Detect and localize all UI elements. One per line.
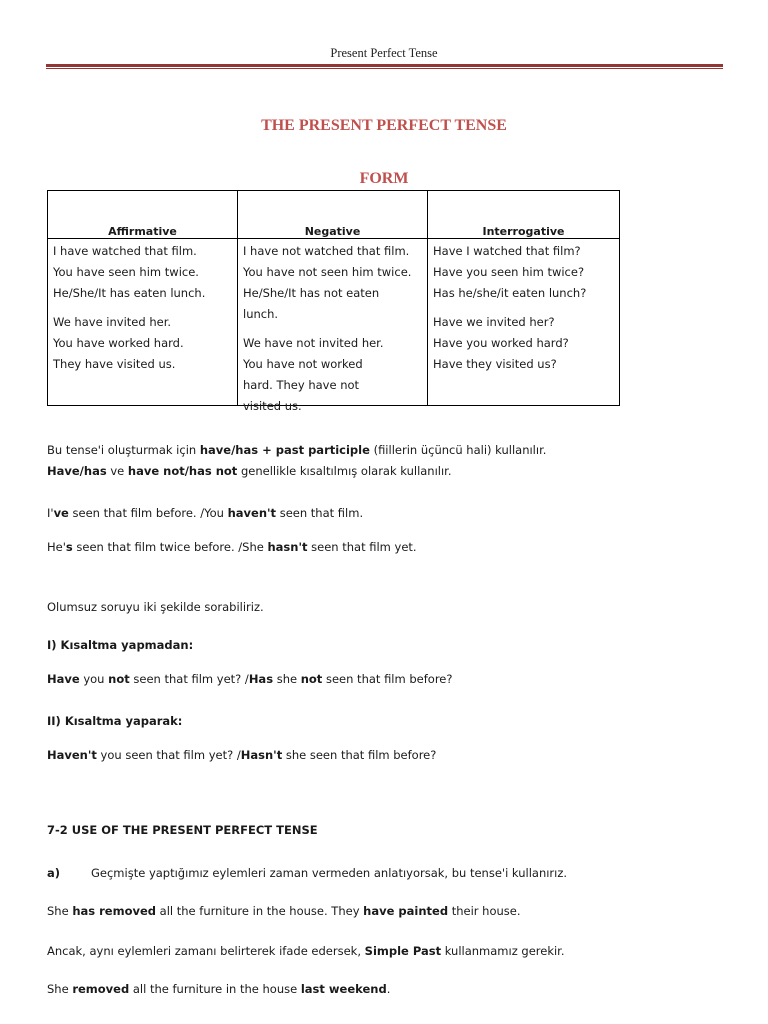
table-cell-line: They have visited us. — [53, 357, 176, 371]
paragraph-simple-past: Ancak, aynı eylemleri zamanı belirterek ifade edersek, Simple Past kullanmamız gerekir. — [47, 944, 565, 958]
page-title: THE PRESENT PERFECT TENSE — [261, 117, 507, 134]
header-interrogative: Interrogative — [428, 191, 620, 239]
table-header-row — [48, 191, 620, 239]
paragraph-formation: Bu tense'i oluşturmak için have/has + past participle (fiillerin üçüncü hali) kullanılır. — [47, 443, 547, 457]
table-cell-line: You have not worked — [243, 357, 363, 371]
table-cell-line: Has he/she/it eaten lunch? — [433, 286, 587, 300]
affirmative-cell — [48, 239, 238, 406]
example-hes: He's seen that film twice before. /She hasn't seen that film yet. — [47, 540, 417, 554]
table-cell-line: Have we invited her? — [433, 315, 555, 329]
table-cell-line: You have worked hard. — [53, 336, 184, 350]
heading-no-contraction: I) Kısaltma yapmadan: — [47, 638, 194, 652]
heading-with-contraction: II) Kısaltma yaparak: — [47, 714, 183, 728]
header-affirmative: Affirmative — [48, 191, 238, 239]
example-has-removed: She has removed all the furniture in the house. They have painted their house. — [47, 904, 521, 918]
header-rule-thick — [46, 64, 723, 67]
running-header: Present Perfect Tense — [330, 46, 438, 60]
table-cell-line: I have not watched that film. — [243, 244, 410, 258]
example-removed: She removed all the furniture in the house last weekend. — [47, 982, 391, 996]
example-ive: I've seen that film before. /You haven't seen that film. — [47, 506, 364, 520]
cell-gap — [433, 304, 615, 312]
table-cell-line: lunch. — [243, 307, 279, 321]
table-cell-line: We have invited her. — [53, 315, 172, 329]
section-title-form: FORM — [359, 170, 409, 187]
table-cell-line: He/She/It has not eaten — [243, 286, 380, 300]
table-cell-line: You have seen him twice. — [53, 265, 199, 279]
header-rule-thin — [46, 68, 723, 69]
table-cell-line: visited us. — [243, 399, 302, 413]
table-cell-line: You have not seen him twice. — [243, 265, 412, 279]
cell-gap — [243, 325, 423, 333]
negative-cell — [238, 239, 428, 413]
cell-gap — [53, 304, 233, 312]
table-cell-line: Have you worked hard? — [433, 336, 569, 350]
table-cell-line: Have I watched that film? — [433, 244, 581, 258]
interrogative-cell — [428, 239, 620, 406]
form-table — [47, 190, 620, 413]
paragraph-negative-question: Olumsuz soruyu iki şekilde sorabiliriz. — [47, 600, 264, 614]
table-cell-line: He/She/It has eaten lunch. — [53, 286, 206, 300]
table-cell-line: hard. They have not — [243, 378, 360, 392]
table-row — [48, 239, 620, 406]
table-cell-line: I have watched that film. — [53, 244, 197, 258]
header-negative: Negative — [238, 191, 428, 239]
example-with-contraction: Haven't you seen that film yet? /Hasn't she seen that film before? — [47, 748, 437, 762]
section-heading-use: 7-2 USE OF THE PRESENT PERFECT TENSE — [47, 823, 318, 837]
table-cell-line: We have not invited her. — [243, 336, 384, 350]
example-no-contraction: Have you not seen that film yet? /Has she not seen that film before? — [47, 672, 453, 686]
paragraph-contraction: Have/has ve have not/has not genellikle kısaltılmış olarak kullanılır. — [47, 464, 452, 478]
usage-a: a) Geçmişte yaptığımız eylemleri zaman vermeden anlatıyorsak, bu tense'i kullanırız. — [47, 866, 568, 880]
table-cell-line: Have you seen him twice? — [433, 265, 585, 279]
table-cell-line: Have they visited us? — [433, 357, 557, 371]
